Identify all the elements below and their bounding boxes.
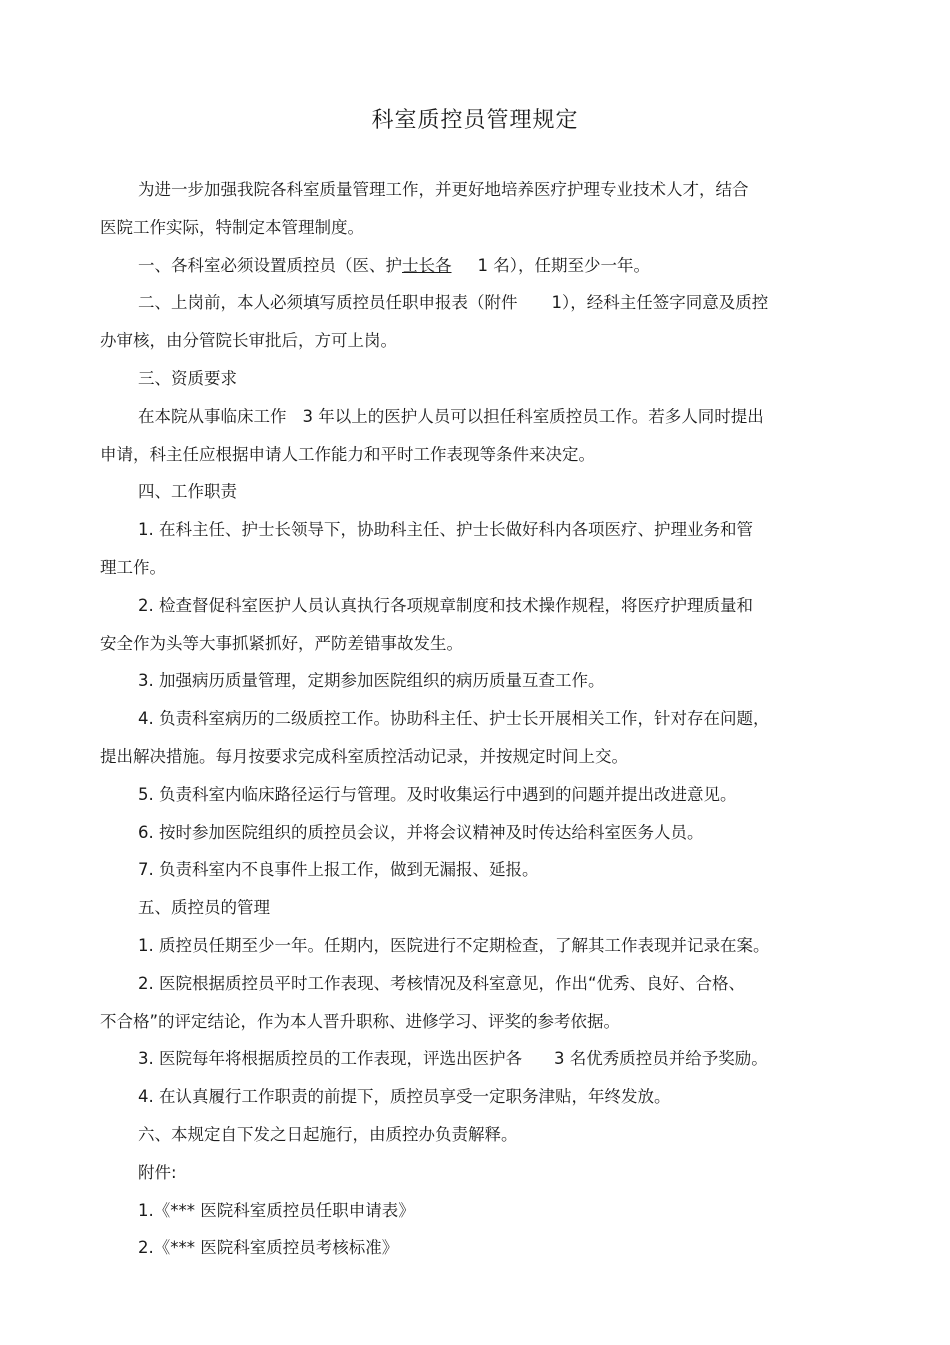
list-item: 2. 检查督促科室医护人员认真执行各项规章制度和技术操作规程，将医疗护理质量和 [138, 595, 753, 615]
list-item: 4. 在认真履行工作职责的前提下，质控员享受一定职务津贴，年终发放。 [138, 1087, 671, 1107]
list-item: 1. 在科主任、护士长领导下，协助科主任、护士长做好科内各项医疗、护理业务和管 [138, 520, 753, 540]
paragraph-line: 申请，科主任应根据申请人工作能力和平时工作表现等条件来决定。 [100, 444, 595, 464]
paragraph-line [100, 284, 840, 322]
attachment-item: 2.《*** 医院科室质控员考核标准》 [138, 1238, 399, 1258]
list-item: 5. 负责科室内临床路径运行与管理。及时收集运行中遇到的问题并提出改进意见。 [138, 784, 737, 804]
paragraph-line: 办审核，由分管院长审批后，方可上岗。 [100, 331, 397, 351]
text-segment: 二、上岗前，本人必须填写质控员任职申报表（附件 [138, 293, 518, 313]
list-item: 7. 负责科室内不良事件上报工作，做到无漏报、延报。 [138, 860, 539, 880]
document-body [100, 171, 840, 1267]
paragraph-line: 医院工作实际，特制定本管理制度。 [100, 217, 364, 237]
text-segment: 1 名），任期至少一年。 [477, 255, 650, 275]
document-title: 科室质控员管理规定 [371, 108, 579, 133]
list-item: 1. 质控员任期至少一年。任期内，医院进行不定期检查，了解其工作表现并记录在案。 [138, 935, 770, 955]
list-item [100, 1040, 840, 1078]
paragraph-line: 提出解决措施。每月按要求完成科室质控活动记录，并按规定时间上交。 [100, 746, 628, 766]
text-segment: 3 年以上的医护人员可以担任科室质控员工作。若多人同时提出 [302, 406, 764, 426]
paragraph-line [100, 247, 840, 285]
attachments-label: 附件: [138, 1162, 177, 1182]
list-item: 2. 医院根据质控员平时工作表现、考核情况及科室意见，作出“优秀、良好、合格、 [138, 973, 746, 993]
attachment-item: 1.《*** 医院科室质控员任职申请表》 [138, 1200, 415, 1220]
text-segment: 在本院从事临床工作 [138, 406, 287, 426]
section-heading: 三、资质要求 [138, 368, 237, 388]
section-heading: 六、本规定自下发之日起施行，由质控办负责解释。 [138, 1124, 518, 1144]
paragraph-line: 为进一步加强我院各科室质量管理工作，并更好地培养医疗护理专业技术人才，结合 [138, 180, 749, 199]
text-segment: 3. 医院每年将根据质控员的工作表现，评选出医护各 [138, 1049, 522, 1069]
paragraph-line: 理工作。 [100, 557, 166, 577]
text-segment: 1），经科主任签字同意及质控 [551, 293, 769, 313]
text-segment: 3 名优秀质控员并给予奖励。 [554, 1049, 768, 1069]
section-heading: 四、工作职责 [138, 482, 237, 502]
text-segment: 一、各科室必须设置质控员（医、护 [138, 255, 402, 275]
paragraph-line: 不合格”的评定结论，作为本人晋升职称、进修学习、评奖的参考依据。 [100, 1011, 621, 1031]
section-heading: 五、质控员的管理 [138, 898, 270, 918]
underlined-text: 士长各 [402, 255, 452, 275]
list-item: 6. 按时参加医院组织的质控员会议，并将会议精神及时传达给科室医务人员。 [138, 822, 704, 842]
list-item: 4. 负责科室病历的二级质控工作。协助科主任、护士长开展相关工作，针对存在问题， [138, 709, 770, 729]
paragraph-line [100, 398, 840, 436]
list-item: 3. 加强病历质量管理，定期参加医院组织的病历质量互查工作。 [138, 671, 605, 691]
paragraph-line: 安全作为头等大事抓紧抓好，严防差错事故发生。 [100, 633, 463, 653]
